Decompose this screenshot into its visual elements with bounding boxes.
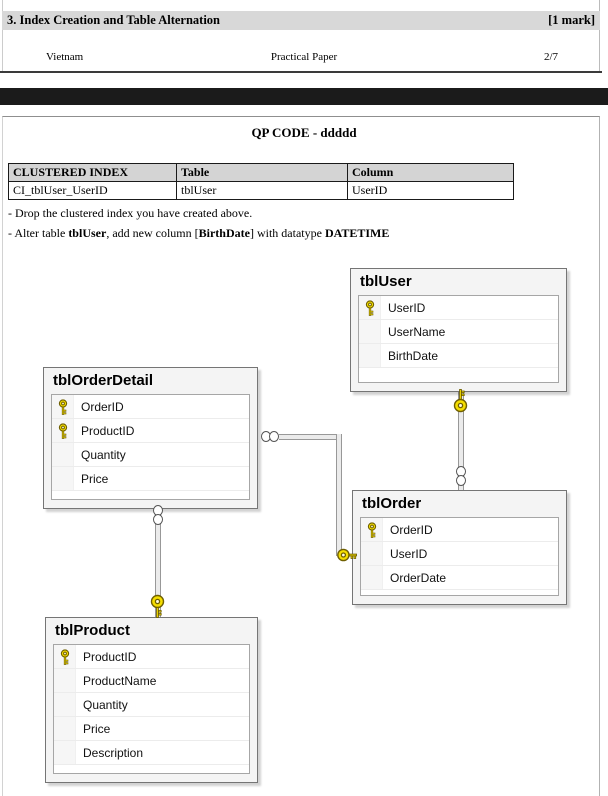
instructions — [8, 206, 389, 246]
header-table: Table — [177, 164, 348, 182]
table-header-row — [9, 164, 514, 182]
infinity-circle — [269, 431, 279, 442]
instruction-line-1: - Drop the clustered index you have created above. — [8, 206, 253, 220]
db-table-tblProduct — [45, 617, 258, 783]
instruction-text: ] with datatype — [249, 226, 325, 240]
clustered-index-table — [8, 163, 514, 200]
column-name: Quantity — [83, 697, 128, 712]
mark-label: [1 mark] — [548, 13, 595, 27]
page-bottom-rule — [0, 71, 602, 73]
qp-code-title: QP CODE - ddddd — [251, 125, 357, 140]
empty-key-cell — [359, 320, 381, 343]
column-name: Description — [83, 745, 144, 760]
db-table-title: tblOrder — [362, 495, 422, 512]
column-name: BirthDate — [388, 348, 439, 363]
column-name: UserID — [390, 546, 428, 561]
empty-key-cell — [52, 443, 74, 466]
page-separator-bar — [0, 88, 608, 105]
db-table-columns — [360, 517, 559, 596]
cell-index-name: CI_tblUser_UserID — [9, 182, 177, 200]
instruction-bold-column: BirthDate — [198, 226, 250, 240]
column-row — [52, 395, 249, 419]
empty-key-cell — [54, 669, 76, 692]
column-name: Price — [83, 721, 111, 736]
relationship-line-orderdetail-order-vertical — [336, 434, 342, 556]
column-name: OrderID — [390, 522, 433, 537]
primary-key-icon — [52, 395, 74, 418]
column-row — [359, 344, 558, 368]
column-name: Price — [81, 471, 109, 486]
instruction-bold-datatype: DATETIME — [324, 226, 390, 240]
empty-key-cell — [361, 566, 383, 589]
footer-page-number: 2/7 — [543, 51, 558, 63]
instruction-bold-table: tblUser — [68, 226, 107, 240]
db-table-columns — [358, 295, 559, 383]
empty-key-cell — [54, 741, 76, 764]
column-row — [52, 419, 249, 443]
empty-key-cell — [361, 542, 383, 565]
column-name: ProductName — [83, 673, 157, 688]
one-side-key-icon — [453, 389, 468, 413]
column-row — [52, 467, 249, 491]
column-row — [361, 542, 558, 566]
many-infinity-icon — [153, 505, 163, 525]
column-row — [54, 693, 249, 717]
column-name: ProductID — [83, 649, 137, 664]
empty-key-cell — [359, 344, 381, 367]
one-side-key-icon — [150, 594, 165, 618]
instruction-line-2 — [8, 226, 389, 241]
cell-table-name: tblUser — [177, 182, 348, 200]
many-infinity-icon — [261, 431, 279, 442]
infinity-circle — [456, 475, 466, 486]
db-table-title: tblUser — [360, 273, 412, 290]
db-table-title: tblOrderDetail — [53, 372, 154, 389]
primary-key-icon — [359, 296, 381, 319]
db-table-tblOrder — [352, 490, 567, 605]
primary-key-icon — [54, 645, 76, 668]
instruction-text: - Alter table — [8, 226, 69, 240]
footer-center: Practical Paper — [270, 51, 338, 63]
infinity-circle — [153, 514, 163, 525]
primary-key-icon — [52, 419, 74, 442]
cell-column-name: UserID — [348, 182, 514, 200]
relationship-line-orderdetail-order-horizontal — [279, 434, 339, 440]
table-row — [9, 182, 514, 200]
column-row — [52, 443, 249, 467]
column-row — [361, 518, 558, 542]
column-row — [54, 669, 249, 693]
section-heading: 3. Index Creation and Table Alternation — [7, 13, 221, 27]
db-table-title: tblProduct — [55, 622, 130, 639]
column-row — [54, 717, 249, 741]
column-name: ProductID — [81, 423, 135, 438]
column-row — [359, 296, 558, 320]
empty-key-cell — [54, 717, 76, 740]
db-table-tblUser — [350, 268, 567, 392]
empty-key-cell — [52, 467, 74, 490]
section-heading-band — [2, 11, 600, 30]
column-name: UserID — [388, 300, 426, 315]
instruction-text: , add new column [ — [106, 226, 199, 240]
column-name: Quantity — [81, 447, 126, 462]
column-row — [54, 741, 249, 765]
column-row — [359, 320, 558, 344]
db-table-columns — [51, 394, 250, 500]
column-row — [54, 645, 249, 669]
column-row — [361, 566, 558, 590]
empty-key-cell — [54, 693, 76, 716]
db-table-tblOrderDetail — [43, 367, 258, 509]
primary-key-icon — [361, 518, 383, 541]
column-name: OrderID — [81, 399, 124, 414]
db-table-columns — [53, 644, 250, 774]
one-side-key-icon — [337, 548, 357, 562]
footer-left: Vietnam — [46, 51, 84, 63]
header-clustered-index: CLUSTERED INDEX — [9, 164, 177, 182]
many-infinity-icon — [456, 466, 466, 486]
column-name: UserName — [388, 324, 446, 339]
header-column: Column — [348, 164, 514, 182]
column-name: OrderDate — [390, 570, 447, 585]
